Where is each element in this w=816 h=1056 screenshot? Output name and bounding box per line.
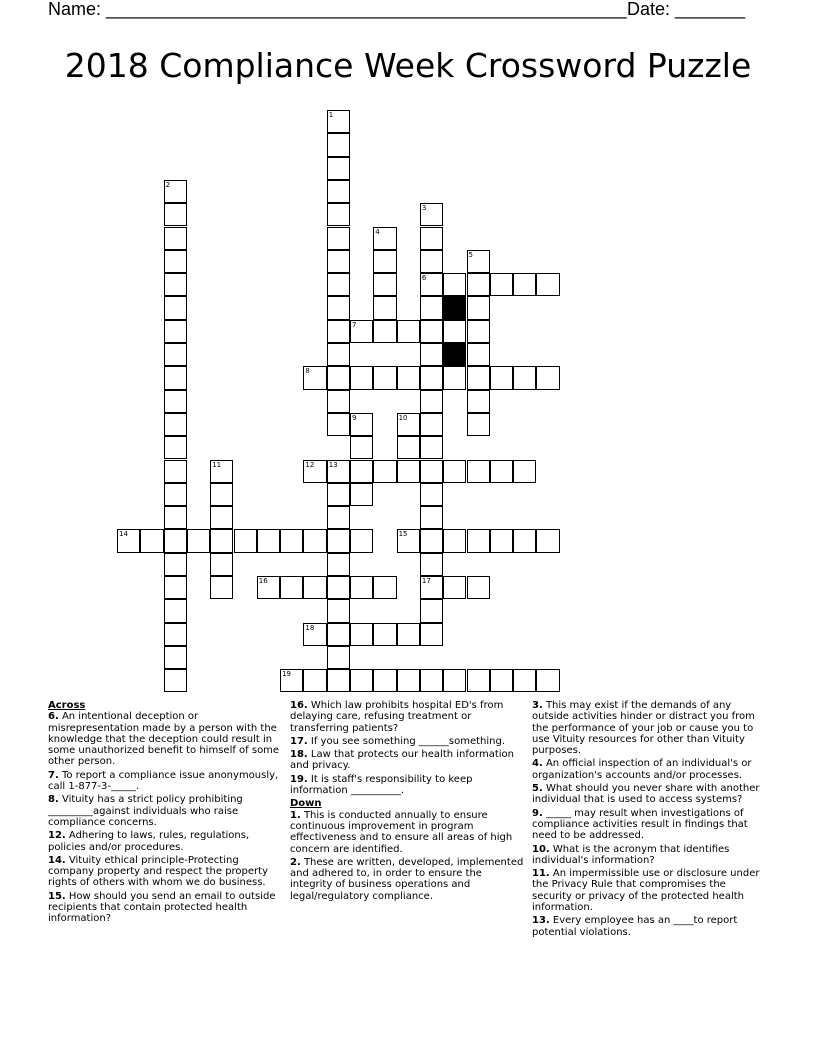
clue-number-label: 5	[468, 250, 473, 259]
grid-cell[interactable]	[443, 320, 466, 343]
grid-cell[interactable]	[420, 320, 443, 343]
grid-cell[interactable]	[467, 296, 490, 319]
grid-cell[interactable]	[420, 623, 443, 646]
clue-number: 1.	[290, 809, 301, 821]
grid-cell[interactable]	[467, 273, 490, 296]
clue-number: 12.	[48, 830, 66, 842]
grid-cell[interactable]	[117, 529, 140, 552]
grid-cell[interactable]	[350, 320, 373, 343]
clue-number: 3.	[532, 700, 543, 711]
clue-column-right	[532, 700, 768, 940]
grid-cell[interactable]	[373, 460, 396, 483]
grid-cell[interactable]	[467, 320, 490, 343]
clue-number-label: 1	[328, 111, 334, 119]
grid-cell[interactable]	[164, 203, 187, 226]
grid-cell[interactable]	[513, 669, 536, 692]
clue-text: How should you send an email to outside recipients that contain protected health information?	[48, 890, 276, 925]
grid-cell[interactable]	[536, 366, 559, 389]
grid-cell[interactable]	[303, 576, 326, 599]
grid-cell[interactable]	[420, 483, 443, 506]
clue-item	[48, 855, 284, 889]
grid-cell[interactable]	[164, 436, 187, 459]
grid-cell[interactable]	[164, 599, 187, 622]
clue-item	[532, 783, 768, 806]
clue-number: 8.	[48, 794, 59, 806]
clue-number-label: 12	[305, 460, 315, 469]
grid-cell[interactable]	[373, 366, 396, 389]
date-field-label: Date: _______	[627, 0, 746, 19]
clue-item	[532, 758, 768, 781]
grid-cell[interactable]	[373, 250, 396, 273]
grid-cell[interactable]	[210, 483, 233, 506]
grid-cell[interactable]	[536, 529, 559, 552]
grid-cell[interactable]	[536, 669, 559, 692]
page-title: 2018 Compliance Week Crossword Puzzle	[64, 46, 752, 85]
grid-cell[interactable]	[467, 413, 490, 436]
down-clue-list-continued	[532, 700, 768, 938]
clue-number-label: 17	[421, 577, 431, 585]
clue-number-label: 15	[398, 530, 408, 539]
clue-text: To report a compliance issue anonymously, call 1-877-3-_____.	[48, 769, 279, 793]
grid-cell[interactable]	[467, 576, 490, 599]
clue-text: Law that protects our health information and privacy.	[290, 749, 514, 772]
clue-number-label: 19	[282, 670, 292, 679]
grid-cell[interactable]	[280, 529, 303, 552]
clue-item	[532, 700, 768, 756]
grid-cell[interactable]	[257, 529, 280, 552]
clue-number: 7.	[48, 769, 59, 781]
grid-cell[interactable]	[327, 576, 350, 599]
grid-cell[interactable]	[350, 483, 373, 506]
clue-number-label: 6	[421, 274, 427, 283]
clue-number: 5.	[532, 783, 543, 795]
grid-cell[interactable]	[350, 460, 373, 483]
clue-number: 19.	[290, 773, 308, 785]
grid-cell[interactable]	[187, 529, 210, 552]
grid-cell[interactable]	[373, 296, 396, 319]
clue-number: 11.	[532, 868, 550, 880]
grid-cell[interactable]	[467, 250, 490, 273]
clue-item	[532, 868, 768, 913]
clue-number: 15.	[48, 890, 66, 902]
grid-cell[interactable]	[350, 413, 373, 436]
grid-cell[interactable]	[164, 390, 187, 413]
grid-cell[interactable]	[303, 366, 326, 389]
clue-text: Adhering to laws, rules, regulations, policies and/or procedures.	[48, 830, 250, 853]
clue-text: An official inspection of an individual's or organization's accounts and/or processes.	[532, 758, 752, 781]
clue-number-label: 10	[398, 413, 408, 422]
grid-cell[interactable]	[513, 273, 536, 296]
clue-number: 17.	[290, 735, 308, 747]
grid-cell[interactable]	[327, 343, 350, 366]
grid-cell[interactable]	[210, 460, 233, 483]
clue-number-label: 16	[258, 577, 268, 585]
grid-cell[interactable]	[467, 529, 490, 552]
grid-cell[interactable]	[350, 436, 373, 459]
grid-cell[interactable]	[420, 436, 443, 459]
grid-cell[interactable]	[327, 646, 350, 669]
grid-cell[interactable]	[420, 366, 443, 389]
grid-cell[interactable]	[164, 483, 187, 506]
grid-cell[interactable]	[420, 669, 443, 692]
grid-cell[interactable]	[327, 483, 350, 506]
grid-cell[interactable]	[164, 366, 187, 389]
grid-cell[interactable]	[210, 506, 233, 529]
grid-cell[interactable]	[443, 366, 466, 389]
grid-cell[interactable]	[303, 460, 326, 483]
grid-cell[interactable]	[350, 366, 373, 389]
grid-cell[interactable]	[327, 133, 350, 156]
clue-item	[290, 857, 526, 902]
clue-text: These are written, developed, implemented and adhered to, in order to ensure the integrity of business operations and legal/regulatory compliance.	[290, 856, 524, 902]
name-field-label: Name: ____________________________________________________	[48, 0, 627, 19]
clue-item	[532, 915, 768, 938]
grid-cell[interactable]	[164, 623, 187, 646]
clue-text: An impermissible use or disclosure under the Privacy Rule that compromises the security or privacy of the protected health information.	[532, 868, 760, 914]
down-clue-list	[290, 810, 526, 902]
clue-item	[290, 810, 526, 855]
grid-cell[interactable]	[420, 296, 443, 319]
clue-number: 18.	[290, 749, 308, 761]
grid-cell[interactable]	[373, 227, 396, 250]
grid-cell[interactable]	[373, 273, 396, 296]
grid-cell[interactable]	[490, 273, 513, 296]
grid-cell[interactable]	[397, 669, 420, 692]
blocked-cell	[443, 343, 466, 366]
clue-text: What should you never share with another individual that is used to access systems?	[532, 783, 760, 806]
grid-cell[interactable]	[164, 343, 187, 366]
grid-cell[interactable]	[420, 599, 443, 622]
grid-cell[interactable]	[513, 460, 536, 483]
grid-cell[interactable]	[327, 250, 350, 273]
clue-number: 4.	[532, 758, 543, 770]
grid-cell[interactable]	[350, 623, 373, 646]
clue-column-middle	[290, 700, 526, 904]
grid-cell[interactable]	[420, 506, 443, 529]
grid-cell[interactable]	[164, 506, 187, 529]
grid-cell[interactable]	[467, 366, 490, 389]
grid-cell[interactable]	[327, 390, 350, 413]
clue-text: What is the acronym that identifies individual's information?	[532, 843, 730, 866]
grid-cell[interactable]	[420, 576, 443, 599]
grid-cell[interactable]	[327, 110, 350, 133]
clue-item	[290, 736, 526, 747]
grid-cell[interactable]	[397, 460, 420, 483]
clue-item	[532, 808, 768, 842]
grid-cell[interactable]	[397, 320, 420, 343]
grid-cell[interactable]	[303, 623, 326, 646]
grid-cell[interactable]	[164, 250, 187, 273]
grid-cell[interactable]	[420, 413, 443, 436]
across-clue-list	[48, 711, 284, 924]
grid-cell[interactable]	[164, 553, 187, 576]
clue-item	[290, 749, 526, 772]
grid-cell[interactable]	[210, 553, 233, 576]
clue-item	[48, 770, 284, 793]
clue-number: 10.	[532, 843, 550, 855]
clue-text: Vituity ethical principle-Protecting company property and respect the property rights of others with whom we do business.	[48, 854, 268, 889]
grid-cell[interactable]	[490, 460, 513, 483]
clue-number: 2.	[290, 856, 301, 868]
grid-cell[interactable]	[164, 320, 187, 343]
grid-cell[interactable]	[443, 669, 466, 692]
clue-item	[48, 711, 284, 767]
grid-cell[interactable]	[327, 413, 350, 436]
clue-number-label: 9	[352, 413, 357, 422]
grid-cell[interactable]	[210, 576, 233, 599]
grid-cell[interactable]	[397, 436, 420, 459]
grid-cell[interactable]	[327, 273, 350, 296]
clue-text: _____ may result when investigations of compliance activities result in findings that need to be addressed.	[532, 807, 748, 842]
grid-cell[interactable]	[397, 529, 420, 552]
grid-cell[interactable]	[420, 553, 443, 576]
grid-cell[interactable]	[443, 460, 466, 483]
grid-cell[interactable]	[397, 413, 420, 436]
grid-cell[interactable]	[327, 623, 350, 646]
grid-cell[interactable]	[327, 599, 350, 622]
clue-item	[290, 700, 526, 734]
grid-cell[interactable]	[373, 623, 396, 646]
grid-cell[interactable]	[164, 296, 187, 319]
grid-cell[interactable]	[210, 529, 233, 552]
grid-cell[interactable]	[490, 366, 513, 389]
clue-number-label: 8	[305, 367, 310, 376]
grid-cell[interactable]	[164, 460, 187, 483]
grid-cell[interactable]	[327, 157, 350, 180]
clue-number-label: 4	[375, 227, 380, 236]
grid-cell[interactable]	[327, 529, 350, 552]
clue-number-label: 3	[421, 204, 427, 213]
grid-cell[interactable]	[164, 180, 187, 203]
grid-cell[interactable]	[397, 366, 420, 389]
grid-cell[interactable]	[327, 296, 350, 319]
clue-text: If you see something ______something.	[307, 735, 506, 747]
grid-cell[interactable]	[327, 366, 350, 389]
grid-cell[interactable]	[350, 529, 373, 552]
clue-item	[48, 891, 284, 925]
grid-cell[interactable]	[140, 529, 163, 552]
grid-cell[interactable]	[420, 343, 443, 366]
grid-cell[interactable]	[443, 529, 466, 552]
grid-cell[interactable]	[327, 669, 350, 692]
clue-text: It is staff's responsibility to keep information __________.	[290, 773, 473, 797]
grid-cell[interactable]	[420, 250, 443, 273]
grid-cell[interactable]	[164, 669, 187, 692]
grid-cell[interactable]	[303, 529, 326, 552]
clue-column-left	[48, 700, 284, 927]
grid-cell[interactable]	[373, 320, 396, 343]
grid-cell[interactable]	[420, 460, 443, 483]
clue-number-label: 11	[212, 460, 222, 469]
grid-cell[interactable]	[420, 273, 443, 296]
clue-number-label: 18	[305, 623, 315, 632]
clue-number: 6.	[48, 711, 59, 723]
grid-cell[interactable]	[327, 320, 350, 343]
grid-cell[interactable]	[443, 576, 466, 599]
grid-cell[interactable]	[280, 669, 303, 692]
clue-number: 9.	[532, 807, 543, 819]
blocked-cell	[443, 296, 466, 319]
grid-cell[interactable]	[234, 529, 257, 552]
grid-cell[interactable]	[420, 529, 443, 552]
clue-item	[48, 830, 284, 853]
clue-number-label: 2	[165, 180, 171, 189]
grid-cell[interactable]	[327, 506, 350, 529]
grid-cell[interactable]	[164, 576, 187, 599]
grid-cell[interactable]	[397, 623, 420, 646]
clue-number: 14.	[48, 854, 66, 866]
grid-cell[interactable]	[257, 576, 280, 599]
clue-item	[48, 794, 284, 828]
grid-cell[interactable]	[467, 460, 490, 483]
grid-cell[interactable]	[373, 576, 396, 599]
across-clue-list-continued	[290, 700, 526, 796]
clue-number-label: 14	[119, 530, 128, 539]
grid-cell[interactable]	[490, 529, 513, 552]
clue-text: This may exist if the demands of any outside activities hinder or distract you from the performance of your job or cause you to use Vituity resources for other than Vituity purposes.	[532, 700, 755, 757]
grid-cell[interactable]	[490, 669, 513, 692]
clue-text: An intentional deception or misrepresentation made by a person with the knowledge that the deception could result in some unauthorized benefit to himself of some other person.	[48, 711, 280, 768]
grid-cell[interactable]	[420, 390, 443, 413]
clue-text: Which law prohibits hospital ED's from delaying care, refusing treatment or transferring patients?	[290, 700, 504, 734]
grid-cell[interactable]	[164, 529, 187, 552]
grid-cell[interactable]	[536, 273, 559, 296]
grid-cell[interactable]	[443, 273, 466, 296]
clue-item	[532, 844, 768, 867]
clue-number: 13.	[532, 915, 550, 927]
grid-cell[interactable]	[467, 343, 490, 366]
clue-text: Every employee has an ____to report potential violations.	[532, 915, 738, 938]
clue-number: 16.	[290, 700, 308, 711]
grid-cell[interactable]	[164, 413, 187, 436]
grid-cell[interactable]	[303, 669, 326, 692]
clue-text: This is conducted annually to ensure continuous improvement in program effectiveness and to ensure all areas of high concern are identified.	[290, 809, 513, 855]
grid-cell[interactable]	[164, 227, 187, 250]
grid-cell[interactable]	[373, 669, 396, 692]
grid-cell[interactable]	[280, 576, 303, 599]
grid-cell[interactable]	[327, 553, 350, 576]
grid-cell[interactable]	[327, 460, 350, 483]
grid-cell[interactable]	[350, 576, 373, 599]
grid-cell[interactable]	[420, 227, 443, 250]
clue-number-label: 7	[352, 320, 357, 329]
grid-cell[interactable]	[467, 390, 490, 413]
grid-cell[interactable]	[327, 203, 350, 226]
grid-cell[interactable]	[513, 366, 536, 389]
grid-cell[interactable]	[467, 669, 490, 692]
grid-cell[interactable]	[327, 227, 350, 250]
across-heading: Across	[48, 700, 86, 711]
grid-cell[interactable]	[420, 203, 443, 226]
grid-cell[interactable]	[164, 273, 187, 296]
grid-cell[interactable]	[513, 529, 536, 552]
down-heading: Down	[290, 798, 322, 810]
grid-cell[interactable]	[350, 669, 373, 692]
clue-text: Vituity has a strict policy prohibiting _________against individuals who raise compliance concerns.	[48, 794, 243, 828]
grid-cell[interactable]	[327, 180, 350, 203]
grid-cell[interactable]	[164, 646, 187, 669]
clue-number-label: 13	[328, 460, 338, 469]
clue-item	[290, 774, 526, 797]
